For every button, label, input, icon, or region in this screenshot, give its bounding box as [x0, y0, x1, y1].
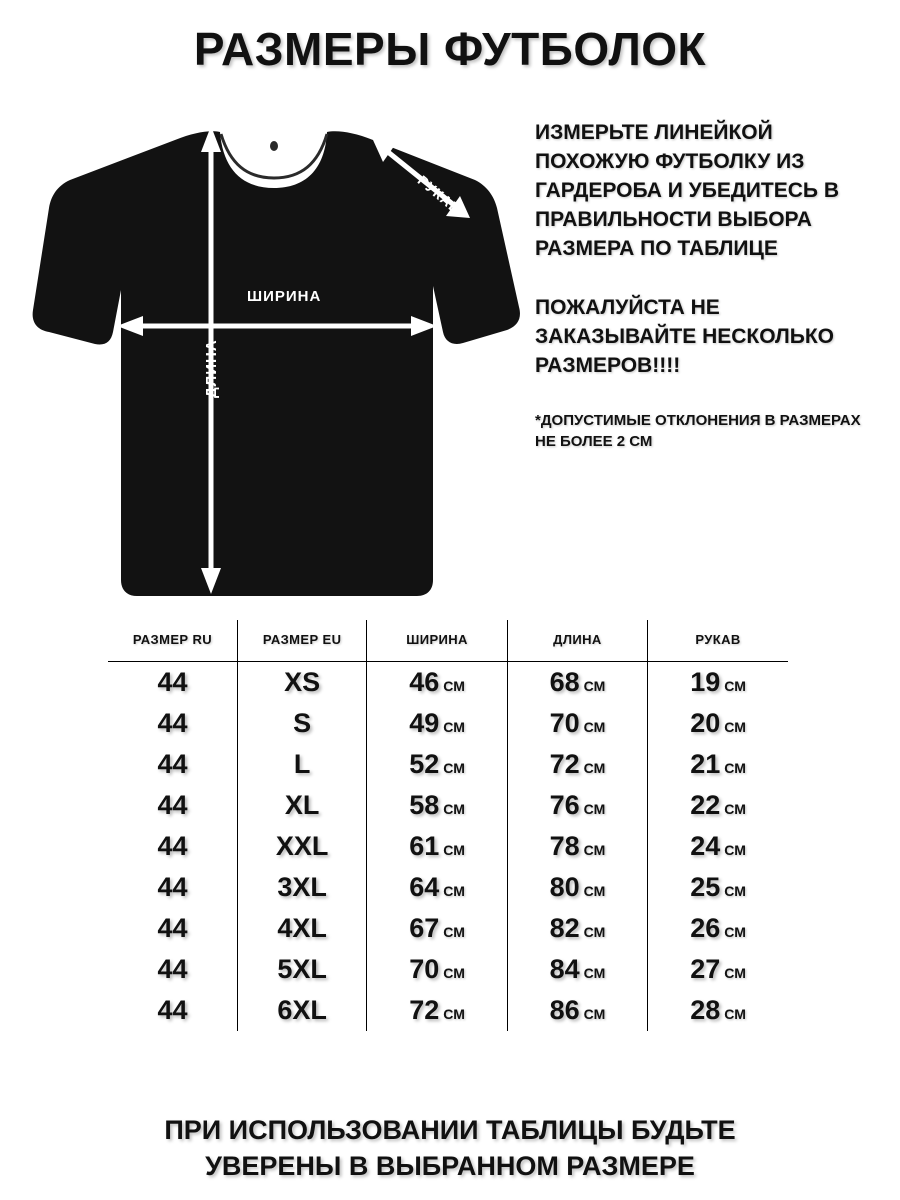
- label-sleeve: РУКАВ: [414, 172, 465, 218]
- cell-size-ru-value: 44: [157, 872, 188, 902]
- cell-width-value: 70: [409, 954, 440, 984]
- table-row: [108, 703, 788, 744]
- cell-size-eu-value: XL: [284, 790, 320, 820]
- cell-width-value: 72: [409, 995, 440, 1025]
- notes-panel: [535, 118, 885, 452]
- header-ru: РАЗМЕР RU: [108, 620, 237, 662]
- cell-length: [507, 703, 647, 744]
- cell-sleeve: [648, 826, 788, 867]
- unit-label: СМ: [583, 801, 606, 817]
- cell-size-eu: [237, 908, 366, 949]
- cell-sleeve: [648, 744, 788, 785]
- cell-size-eu: [237, 867, 366, 908]
- unit-label: СМ: [583, 842, 606, 858]
- unit-label: СМ: [583, 924, 606, 940]
- tshirt-illustration: [25, 110, 525, 610]
- unit-label: СМ: [724, 801, 746, 817]
- cell-sleeve: [648, 949, 788, 990]
- cell-width-value: 61: [409, 831, 440, 861]
- header-width: ШИРИНА: [367, 620, 507, 662]
- table-row: [108, 867, 788, 908]
- cell-width: [367, 949, 507, 990]
- unit-label: СМ: [443, 1006, 465, 1022]
- cell-size-ru: [108, 785, 237, 826]
- label-length: ДЛИНА: [203, 339, 220, 398]
- cell-size-ru-value: 44: [157, 954, 188, 984]
- unit-label: СМ: [724, 760, 746, 776]
- cell-size-eu-value: 4XL: [277, 913, 327, 943]
- cell-length-value: 84: [549, 954, 580, 984]
- table-row: [108, 908, 788, 949]
- cell-sleeve-value: 24: [690, 831, 721, 861]
- footer-line-2: УВЕРЕНЫ В ВЫБРАННОМ РАЗМЕРЕ: [205, 1151, 695, 1181]
- cell-size-ru: [108, 662, 237, 704]
- cell-length-value: 68: [549, 667, 580, 697]
- table-row: [108, 785, 788, 826]
- unit-label: СМ: [583, 760, 606, 776]
- cell-length: [507, 867, 647, 908]
- cell-size-eu: [237, 744, 366, 785]
- cell-length-value: 80: [549, 872, 580, 902]
- measurement-arrows: [25, 110, 525, 610]
- unit-label: СМ: [583, 719, 606, 735]
- cell-length: [507, 990, 647, 1031]
- unit-label: СМ: [443, 678, 465, 694]
- cell-size-ru: [108, 744, 237, 785]
- cell-size-ru: [108, 949, 237, 990]
- cell-length: [507, 662, 647, 704]
- unit-label: СМ: [583, 965, 606, 981]
- cell-width-value: 58: [409, 790, 440, 820]
- table-body: [108, 662, 788, 1032]
- cell-size-ru: [108, 826, 237, 867]
- cell-size-eu-value: 5XL: [277, 954, 327, 984]
- cell-length-value: 72: [549, 749, 580, 779]
- cell-size-eu-value: XS: [284, 667, 321, 697]
- cell-sleeve-value: 20: [690, 708, 721, 738]
- cell-length: [507, 826, 647, 867]
- footer-note: [0, 1112, 900, 1184]
- cell-width: [367, 867, 507, 908]
- cell-sleeve: [648, 990, 788, 1031]
- cell-sleeve: [648, 662, 788, 704]
- cell-size-ru-value: 44: [157, 790, 188, 820]
- cell-length-value: 82: [549, 913, 580, 943]
- cell-length-value: 76: [549, 790, 580, 820]
- note-instruction: ИЗМЕРЬТЕ ЛИНЕЙКОЙ ПОХОЖУЮ ФУТБОЛКУ ИЗ ГАРДЕРОБА И УБЕДИТЕСЬ В ПРАВИЛЬНОСТИ ВЫБОРА РАЗМЕРА ПО ТАБЛИЦЕ: [535, 121, 839, 260]
- cell-size-ru: [108, 908, 237, 949]
- cell-width-value: 64: [409, 872, 440, 902]
- note-warning: ПОЖАЛУЙСТА НЕ ЗАКАЗЫВАЙТЕ НЕСКОЛЬКО РАЗМЕРОВ!!!!: [535, 296, 835, 377]
- unit-label: СМ: [724, 842, 746, 858]
- cell-size-ru: [108, 990, 237, 1031]
- cell-sleeve-value: 27: [690, 954, 721, 984]
- cell-sleeve: [648, 867, 788, 908]
- unit-label: СМ: [724, 1006, 746, 1022]
- cell-size-eu-value: L: [293, 749, 311, 779]
- cell-size-eu: [237, 949, 366, 990]
- cell-sleeve: [648, 703, 788, 744]
- unit-label: СМ: [443, 965, 465, 981]
- unit-label: СМ: [724, 678, 746, 694]
- unit-label: СМ: [724, 883, 746, 899]
- unit-label: СМ: [443, 801, 465, 817]
- cell-size-ru: [108, 867, 237, 908]
- cell-size-ru-value: 44: [157, 708, 188, 738]
- header-eu: РАЗМЕР EU: [237, 620, 366, 662]
- page-title: РАЗМЕРЫ ФУТБОЛОК: [193, 23, 707, 75]
- cell-width: [367, 662, 507, 704]
- cell-width: [367, 990, 507, 1031]
- cell-size-eu-value: 3XL: [277, 872, 327, 902]
- cell-sleeve-value: 19: [690, 667, 721, 697]
- table-row: [108, 744, 788, 785]
- cell-width: [367, 703, 507, 744]
- unit-label: СМ: [443, 883, 465, 899]
- cell-length: [507, 785, 647, 826]
- note-tolerance: *ДОПУСТИМЫЕ ОТКЛОНЕНИЯ В РАЗМЕРАХ НЕ БОЛЕЕ 2 СМ: [535, 412, 861, 450]
- unit-label: СМ: [724, 719, 746, 735]
- table-header-row: [108, 620, 788, 662]
- cell-width: [367, 785, 507, 826]
- size-table: [108, 620, 788, 1031]
- cell-sleeve-value: 28: [690, 995, 721, 1025]
- table-row: [108, 826, 788, 867]
- table-row: [108, 949, 788, 990]
- cell-size-ru-value: 44: [157, 831, 188, 861]
- cell-length-value: 70: [549, 708, 580, 738]
- cell-length-value: 86: [549, 995, 580, 1025]
- cell-width-value: 46: [409, 667, 440, 697]
- unit-label: СМ: [583, 678, 606, 694]
- cell-width-value: 67: [409, 913, 440, 943]
- unit-label: СМ: [724, 924, 746, 940]
- cell-size-eu: [237, 990, 366, 1031]
- unit-label: СМ: [443, 719, 465, 735]
- cell-size-eu: [237, 826, 366, 867]
- unit-label: СМ: [443, 760, 465, 776]
- cell-sleeve-value: 26: [690, 913, 721, 943]
- unit-label: СМ: [583, 883, 606, 899]
- unit-label: СМ: [443, 924, 465, 940]
- cell-length-value: 78: [549, 831, 580, 861]
- cell-size-eu-value: S: [293, 708, 312, 738]
- cell-width: [367, 744, 507, 785]
- cell-size-eu: [237, 662, 366, 704]
- cell-size-eu-value: 6XL: [277, 995, 327, 1025]
- cell-length: [507, 744, 647, 785]
- cell-size-eu: [237, 785, 366, 826]
- cell-sleeve-value: 21: [690, 749, 721, 779]
- cell-size-eu: [237, 703, 366, 744]
- cell-sleeve-value: 22: [690, 790, 721, 820]
- footer-line-1: ПРИ ИСПОЛЬЗОВАНИИ ТАБЛИЦЫ БУДЬТЕ: [164, 1115, 736, 1145]
- size-table-wrap: [108, 620, 788, 1031]
- unit-label: СМ: [443, 842, 465, 858]
- cell-size-ru-value: 44: [157, 913, 188, 943]
- cell-sleeve: [648, 785, 788, 826]
- cell-length: [507, 949, 647, 990]
- unit-label: СМ: [583, 1006, 606, 1022]
- table-row: [108, 990, 788, 1031]
- cell-width: [367, 908, 507, 949]
- cell-width-value: 52: [409, 749, 440, 779]
- header-sleeve: РУКАВ: [648, 620, 788, 662]
- cell-width-value: 49: [409, 708, 440, 738]
- label-width: ШИРИНА: [247, 288, 322, 305]
- cell-size-ru-value: 44: [157, 667, 188, 697]
- cell-size-ru-value: 44: [157, 749, 188, 779]
- cell-sleeve-value: 25: [690, 872, 721, 902]
- header-length: ДЛИНА: [507, 620, 647, 662]
- cell-size-ru-value: 44: [157, 995, 188, 1025]
- unit-label: СМ: [724, 965, 746, 981]
- cell-width: [367, 826, 507, 867]
- cell-size-eu-value: XXL: [275, 831, 329, 861]
- cell-length: [507, 908, 647, 949]
- table-row: [108, 662, 788, 704]
- cell-size-ru: [108, 703, 237, 744]
- cell-sleeve: [648, 908, 788, 949]
